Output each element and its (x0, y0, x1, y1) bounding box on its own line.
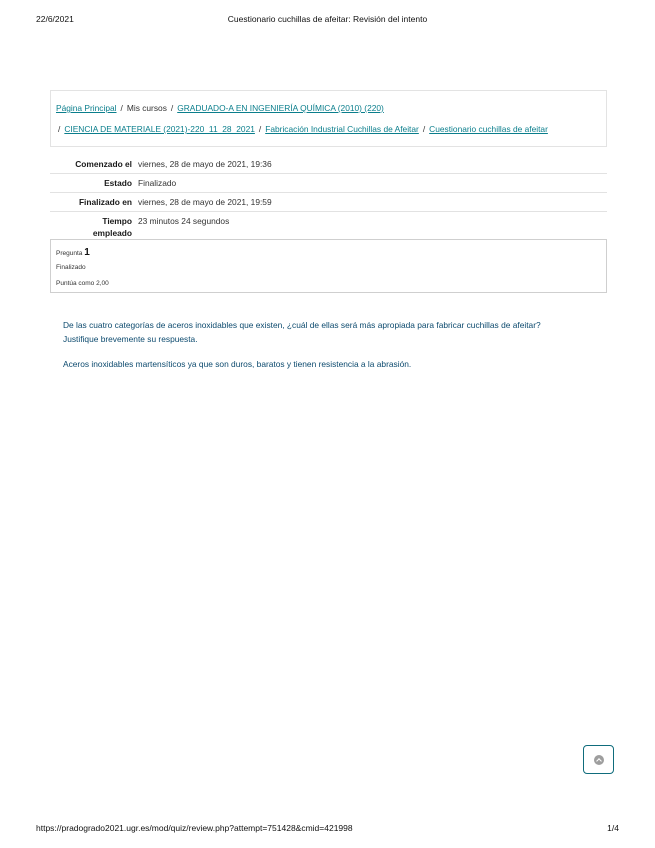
state-label: Estado (104, 178, 132, 188)
time-label-line-2: empleado (92, 228, 132, 238)
breadcrumb-separator: / (120, 103, 123, 113)
time-value: 23 minutos 24 segundos (138, 216, 230, 226)
breadcrumb-section-link[interactable]: Fabricación Industrial Cuchillas de Afeitar (265, 124, 419, 134)
state-value: Finalizado (138, 178, 177, 188)
breadcrumb-separator: / (170, 103, 174, 113)
breadcrumb-quiz-link[interactable]: Cuestionario cuchillas de afeitar (429, 124, 548, 134)
finished-value: viernes, 28 de mayo de 2021, 19:59 (138, 197, 272, 207)
question-number (56, 247, 90, 258)
question-info-box (50, 239, 607, 293)
question-number-value: 1 (84, 247, 90, 258)
breadcrumb-row-1 (56, 103, 384, 113)
print-date: 22/6/2021 (36, 14, 74, 24)
back-to-top-button[interactable] (583, 745, 614, 774)
breadcrumb (50, 90, 607, 147)
print-title: Cuestionario cuchillas de afeitar: Revisión del intento (227, 14, 428, 24)
print-page-number: 1/4 (607, 823, 619, 833)
print-footer (36, 823, 619, 835)
question-text-line-2: Justifique brevemente su respuesta. (63, 334, 198, 344)
breadcrumb-separator: / (58, 124, 61, 134)
summary-row-state (50, 174, 607, 193)
breadcrumb-home-link[interactable]: Página Principal (56, 103, 117, 113)
question-state: Finalizado (56, 264, 86, 271)
print-header (36, 14, 619, 26)
arrow-up-circle-icon (594, 755, 604, 765)
breadcrumb-my-courses: Mis cursos (126, 103, 167, 113)
attempt-summary-table (50, 155, 607, 242)
time-label (50, 212, 138, 243)
summary-row-finished (50, 193, 607, 212)
breadcrumb-separator: / (258, 124, 262, 134)
answer-text: Aceros inoxidables martensíticos ya que son duros, baratos y tienen resistencia a la abrasión. (63, 359, 412, 369)
time-label-line-1: Tiempo (102, 216, 132, 226)
question-text (63, 318, 583, 346)
breadcrumb-degree-link[interactable]: GRADUADO-A EN INGENIERÍA QUÍMICA (2010) (220) (177, 103, 384, 113)
print-url: https://pradogrado2021.ugr.es/mod/quiz/review.php?attempt=751428&cmid=421998 (36, 823, 353, 833)
question-number-prefix: Pregunta (56, 250, 83, 257)
breadcrumb-row-2 (58, 124, 548, 134)
finished-label: Finalizado en (78, 197, 132, 207)
summary-row-time (50, 212, 607, 243)
breadcrumb-course-link[interactable]: CIENCIA DE MATERIALE (2021)-220_11_28_2021 (64, 124, 255, 134)
question-grade: Puntúa como 2,00 (56, 280, 109, 287)
started-label: Comenzado el (75, 159, 132, 169)
summary-row-started (50, 155, 607, 174)
question-text-line-1: De las cuatro categorías de aceros inoxidables que existen, ¿cuál de ellas será más apropiada para fabricar cuchillas de afeitar? (63, 320, 541, 330)
breadcrumb-separator: / (422, 124, 426, 134)
started-value: viernes, 28 de mayo de 2021, 19:36 (138, 159, 272, 169)
